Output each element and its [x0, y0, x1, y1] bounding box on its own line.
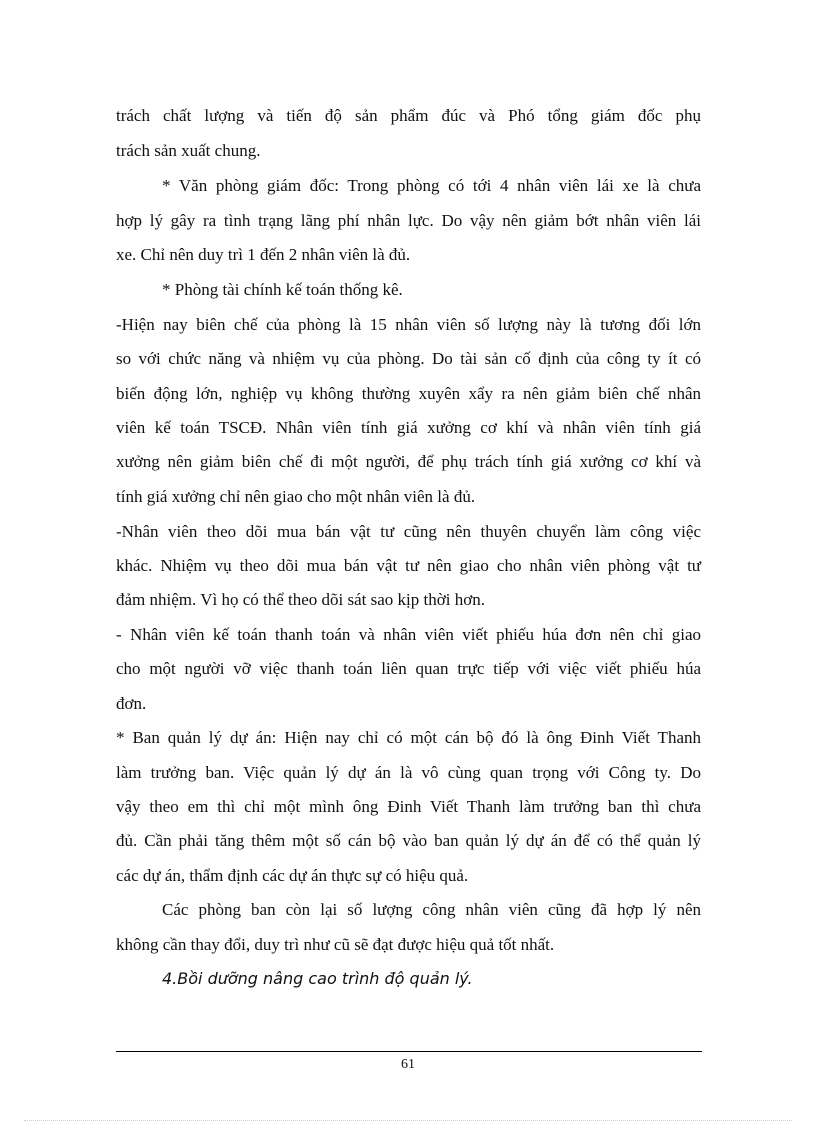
body-text-line: xe. Chỉ nên duy trì 1 đến 2 nhân viên là đủ. — [116, 245, 411, 264]
body-text-line: cho một người vỡ việc thanh toán liên quan trực tiếp với việc viết phiếu húa — [116, 659, 701, 678]
body-text-line: Các phòng ban còn lại số lượng công nhân viên cũng đã hợp lý nên — [162, 900, 701, 919]
body-text-line: biến động lớn, nghiệp vụ không thường xuyên xẩy ra nên giảm biên chế nhân — [116, 384, 701, 403]
body-text-line: trách chất lượng và tiến độ sản phẩm đúc và Phó tổng giám đốc phụ — [116, 106, 701, 125]
body-text-line: đảm nhiệm. Vì họ có thể theo dõi sát sao kịp thời hơn. — [116, 590, 485, 609]
body-text-line: vậy theo em thì chỉ một mình ông Đinh Viết Thanh làm trưởng ban thì chưa — [116, 797, 701, 816]
body-text-line: so với chức năng và nhiệm vụ của phòng. Do tài sản cố định của công ty ít có — [116, 349, 701, 368]
body-text-line: làm trưởng ban. Việc quản lý dự án là vô cùng quan trọng với Công ty. Do — [116, 763, 701, 782]
page-edge-divider — [24, 1120, 792, 1121]
body-text-line: -Nhân viên theo dõi mua bán vật tư cũng nên thuyên chuyển làm công việc — [116, 522, 701, 541]
body-text-line: trách sản xuất chung. — [116, 141, 261, 160]
body-text-line: * Phòng tài chính kế toán thống kê. — [162, 280, 403, 299]
body-text-line: xưởng nên giảm biên chế đi một người, để phụ trách tính giá xưởng cơ khí và — [116, 452, 701, 471]
body-text-line: khác. Nhiệm vụ theo dõi mua bán vật tư nên giao cho nhân viên phòng vật tư — [116, 556, 701, 575]
footer-divider — [116, 1051, 702, 1052]
body-text-line: không cần thay đổi, duy trì như cũ sẽ đạt được hiệu quả tốt nhất. — [116, 935, 555, 954]
body-text-line: - Nhân viên kế toán thanh toán và nhân viên viết phiếu húa đơn nên chỉ giao — [116, 625, 701, 644]
body-text-line: * Văn phòng giám đốc: Trong phòng có tới 4 nhân viên lái xe là chưa — [162, 176, 701, 195]
page-number: 61 — [401, 1057, 415, 1072]
section-heading: 4.Bồi dưỡng nâng cao trình độ quản lý. — [162, 969, 473, 988]
body-text-line: -Hiện nay biên chế của phòng là 15 nhân viên số lượng này là tương đối lớn — [116, 315, 701, 334]
body-text-line: * Ban quản lý dự án: Hiện nay chỉ có một cán bộ đó là ông Đinh Viết Thanh — [116, 728, 701, 747]
body-text-line: các dự án, thẩm định các dự án thực sự có hiệu quả. — [116, 866, 469, 885]
body-text-line: viên kế toán TSCĐ. Nhân viên tính giá xưởng cơ khí và nhân viên tính giá — [116, 418, 701, 437]
body-text-line: đơn. — [116, 694, 147, 713]
body-text-line: đủ. Cần phải tăng thêm một số cán bộ vào ban quản lý dự án để có thể quản lý — [116, 831, 701, 850]
body-text-line: hợp lý gây ra tình trạng lãng phí nhân lực. Do vậy nên giảm bớt nhân viên lái — [116, 211, 701, 230]
body-text-line: tính giá xưởng chỉ nên giao cho một nhân viên là đủ. — [116, 487, 476, 506]
